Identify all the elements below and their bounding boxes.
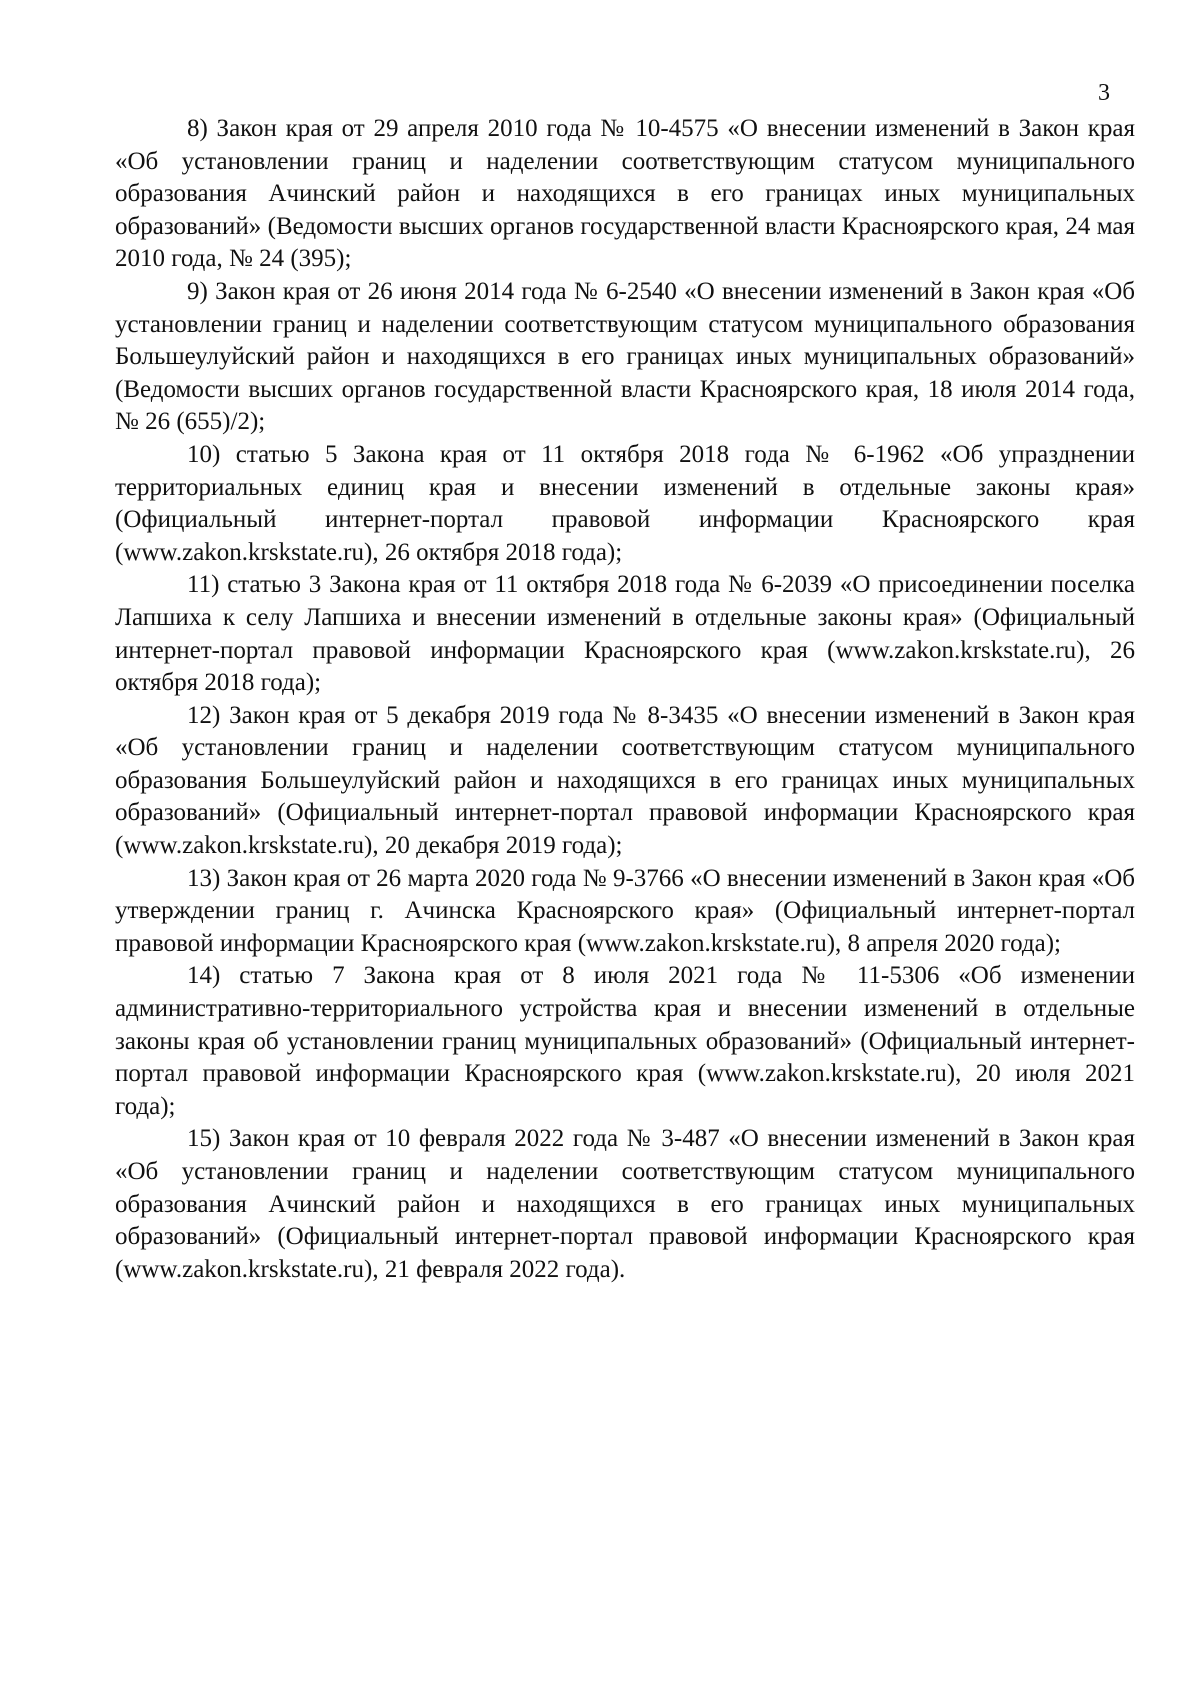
- list-item: 12) Закон края от 5 декабря 2019 года № 8-3435 «О внесении изменений в Закон края «Об установлении границ и наделении соответствующим статусом муниципального образования Большеулуйский район и находящихся в его границах иных муниципальных образований» (Официальный интернет-портал правовой информации Красноярского края (www.zakon.krskstate.ru), 20 декабря 2019 года);: [115, 701, 1135, 860]
- list-item: 8) Закон края от 29 апреля 2010 года № 10-4575 «О внесении изменений в Закон края «Об установлении границ и наделении соответствующим статусом муниципального образования Ачинский район и находящихся в его границах иных муниципальных образований» (Ведомости высших органов государственной власти Красноярского края, 24 мая 2010 года, № 24 (395);: [115, 115, 1135, 273]
- page-number: 3: [1098, 80, 1110, 106]
- document-body: [115, 113, 1135, 1286]
- list-item: 14) статью 7 Закона края от 8 июля 2021 года № 11-5306 «Об изменении административно-территориального устройства края и внесении изменений в отдельные законы края об установлении границ муниципальных образований» (Официальный интернет-портал правовой информации Красноярского края (www.zakon.krskstate.ru), 20 июля 2021 года);: [115, 962, 1135, 1120]
- list-item: 9) Закон края от 26 июня 2014 года № 6-2540 «О внесении изменений в Закон края «Об установлении границ и наделении соответствующим статусом муниципального образования Большеулуйский район и находящихся в его границах иных муниципальных образований» (Ведомости высших органов государственной власти Красноярского края, 18 июля 2014 года, № 26 (655)/2);: [115, 277, 1135, 436]
- list-item: 15) Закон края от 10 февраля 2022 года № 3-487 «О внесении изменений в Закон края «Об установлении границ и наделении соответствующим статусом муниципального образования Ачинский район и находящихся в его границах иных муниципальных образований» (Официальный интернет-портал правовой информации Красноярского края (www.zakon.krskstate.ru), 21 февраля 2022 года).: [115, 1125, 1135, 1283]
- list-item: 10) статью 5 Закона края от 11 октября 2018 года № 6-1962 «Об упразднении территориальных единиц края и внесении изменений в отдельные законы края» (Официальный интернет-портал правовой информации Красноярского края (www.zakon.krskstate.ru), 26 октября 2018 года);: [115, 440, 1135, 566]
- list-item: 13) Закон края от 26 марта 2020 года № 9-3766 «О внесении изменений в Закон края «Об утверждении границ г. Ачинска Красноярского края» (Официальный интернет-портал правовой информации Красноярского края (www.zakon.krskstate.ru), 8 апреля 2020 года);: [115, 864, 1135, 957]
- list-item: 11) статью 3 Закона края от 11 октября 2018 года № 6-2039 «О присоединении поселка Лапшиха к селу Лапшиха и внесении изменений в отдельные законы края» (Официальный интернет-портал правовой информации Красноярского края (www.zakon.krskstate.ru), 26 октября 2018 года);: [115, 571, 1135, 697]
